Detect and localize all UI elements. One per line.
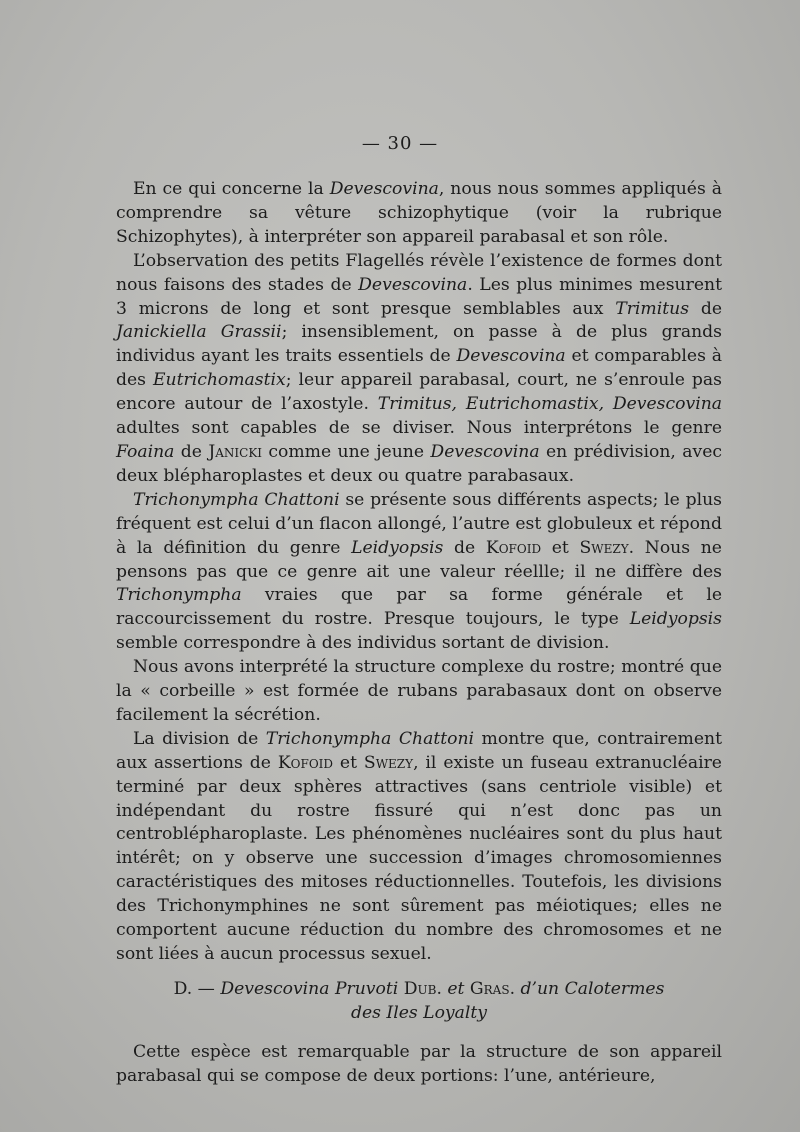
paragraph-devescovina-pruvoti: Cette espèce est remarquable par la structure de son appareil parabasal qui se compose de deux portions: l’une, antérieure, — [116, 1041, 722, 1086]
paragraph-rostre-structure: Nous avons interprété la structure complexe du rostre; montré que la « corbeille » est formée de rubans parabasaux dont on observe facilement la sécrétion. — [116, 657, 722, 725]
paragraph-trichonympha-division: La division de Trichonympha Chattoni montre que, contrairement aux assertions de Kofoid et Swezy, il existe un fuseau extranucléaire terminé par deux sphères attractives (sans centriole visible) et indépendant du rostre fissuré qui n’est donc pas un centroblépharoplaste. Les phénomènes nucléaires sont du plus haut intérêt; on y observe une succession d’images chromosomiennes caractéristiques des mitoses réductionnelles. Toutefois, les divisions des Trichonymphines ne sont sûrement pas méiotiques; elles ne comportent aucune réduction du nombre des chromosomes et ne sont liées à aucun processus sexuel. — [116, 728, 722, 964]
paragraph-flagellate-observation: L’observation des petits Flagellés révèle l’existence de formes dont nous faisons des stades de Devescovina. Les plus minimes mesurent 3 microns de long et sont presque semblables aux Trimitus de Janickiella Grassii; insensiblement, on passe à de plus grands individus ayant les traits essentiels de Devescovina et comparables à des Eutrichomastix; leur appareil parabasal, court, ne s’enroule pas encore autour de l’axostyle. Trimitus, Eutrichomastix, Devescovina adultes sont capables de se diviser. Nous interprétons le genre Foaina de Janicki comme une jeune Devescovina en prédivision, avec deux blépharoplastes et deux ou quatre parabasaux. — [116, 250, 723, 486]
paragraph-trichonympha-aspects: Trichonympha Chattoni se présente sous différents aspects; le plus fréquent est celui d’un flacon allongé, l’autre est globuleux et répond à la définition du genre Leidyopsis de Kofoid et Swezy. Nous ne pensons pas que ce genre ait une valeur réellle; il ne diffère des Trichonympha vraies que par sa forme générale et le raccourcissement du rostre. Presque toujours, le type Leidyopsis semble correspondre à des individus sortant de division. — [116, 489, 722, 654]
section-heading: D. — Devescovina Pruvoti Dub. et Gras. d’un Calotermes des Iles Loyalty — [173, 978, 665, 1023]
page-number: — 30 — — [361, 133, 439, 154]
paragraph-devescovina-intro: En ce qui concerne la Devescovina, nous nous sommes appliqués à comprendre sa vêture schizophytique (voir la rubrique Schizophytes), à interpréter son appareil parabasal et son rôle. — [116, 179, 722, 247]
body-text — [116, 178, 722, 1089]
